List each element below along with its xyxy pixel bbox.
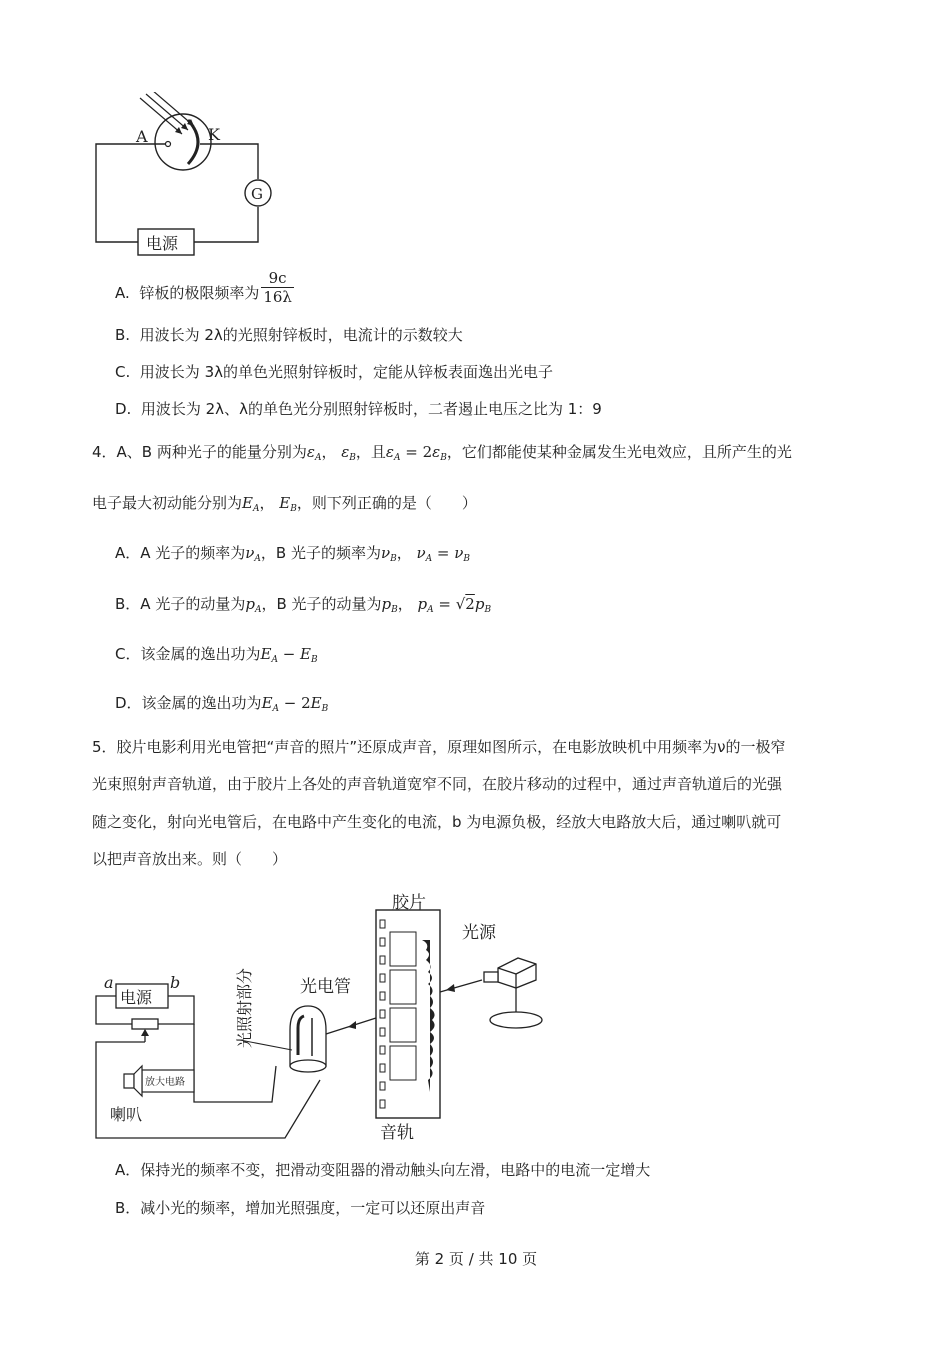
q5-stem-line3: 随之变化，射向光电管后，在电路中产生变化的电流，b 为电源负极，经放大电路放大后，通过喇叭就可 bbox=[92, 813, 782, 831]
illuminated-part-label: 光照射部分 bbox=[235, 967, 254, 1048]
amplifier-label: 放大电路 bbox=[145, 1077, 185, 1088]
q3-option-d: D. 用波长为 2λ、λ的单色光分别照射锌板时，二者遏止电压之比为 1：9 bbox=[115, 400, 602, 418]
cathode-label: K bbox=[208, 125, 220, 144]
sound-track-label: 音轨 bbox=[380, 1123, 414, 1142]
q4-stem-line2: 电子最大初动能分别为$E_A$， $E_B$，则下列正确的是（ ） bbox=[92, 494, 477, 514]
fig2-power-label: 电源 bbox=[120, 988, 153, 1007]
q3-option-c: C. 用波长为 3λ的单色光照射锌板时，定能从锌板表面逸出光电子 bbox=[115, 363, 553, 381]
q4-option-d: D．该金属的逸出功为$E_A - 2E_B$ bbox=[115, 694, 329, 714]
power-label: 电源 bbox=[146, 234, 179, 253]
q4-stem-line1: 4．A、B 两种光子的能量分别为$\varepsilon_A$， $\varepsilon_B$，且$\varepsilon_A = 2\varepsilon_B$，它们都能使某种金属发生光电效应，且所产生的光 bbox=[92, 443, 792, 463]
q5-stem-line4: 以把声音放出来。则（ ） bbox=[92, 850, 288, 868]
light-source-label: 光源 bbox=[462, 923, 496, 943]
q5-stem-line1: 5．胶片电影利用光电管把“声音的照片”还原成声音，原理如图所示，在电影放映机中用频率为ν的一极窄 bbox=[92, 738, 786, 756]
phototube-label: 光电管 bbox=[300, 977, 351, 997]
q3-option-b: B. 用波长为 2λ的光照射锌板时，电流计的示数较大 bbox=[115, 326, 463, 344]
q4-option-c: C．该金属的逸出功为$E_A - E_B$ bbox=[115, 645, 318, 665]
q5-option-b: B．减小光的频率，增加光照强度，一定可以还原出声音 bbox=[115, 1199, 486, 1217]
q5-stem-line2: 光束照射声音轨道，由于胶片上各处的声音轨道宽窄不同，在胶片移动的过程中，通过声音轨道后的光强 bbox=[92, 775, 783, 793]
q4-option-b: B．A 光子的动量为$p_A$，B 光子的动量为$p_B$， $p_A = √2p_B$ bbox=[115, 595, 492, 615]
galvanometer-label: G bbox=[251, 185, 263, 203]
anode-label: A bbox=[136, 127, 148, 146]
q5-option-a: A．保持光的频率不变，把滑动变阻器的滑动触头向左滑，电路中的电流一定增大 bbox=[115, 1161, 651, 1179]
speaker-label: 喇叭 bbox=[110, 1105, 143, 1124]
q4-option-a: A．A 光子的频率为$\nu_A$，B 光子的频率为$\nu_B$， $\nu_A = \nu_B$ bbox=[115, 544, 470, 564]
film-label: 胶片 bbox=[392, 893, 426, 913]
q3-option-a: A. 锌板的极限频率为 $\frac{9c}{16\lambda}$ bbox=[115, 269, 292, 306]
figure-photoelectric-circuit bbox=[90, 92, 280, 257]
terminal-b-label: b bbox=[170, 973, 181, 992]
page-footer: 第 2 页 / 共 10 页 bbox=[414, 1250, 538, 1268]
terminal-a-label: a bbox=[104, 973, 114, 992]
figure-film-sound-circuit bbox=[90, 880, 550, 1142]
